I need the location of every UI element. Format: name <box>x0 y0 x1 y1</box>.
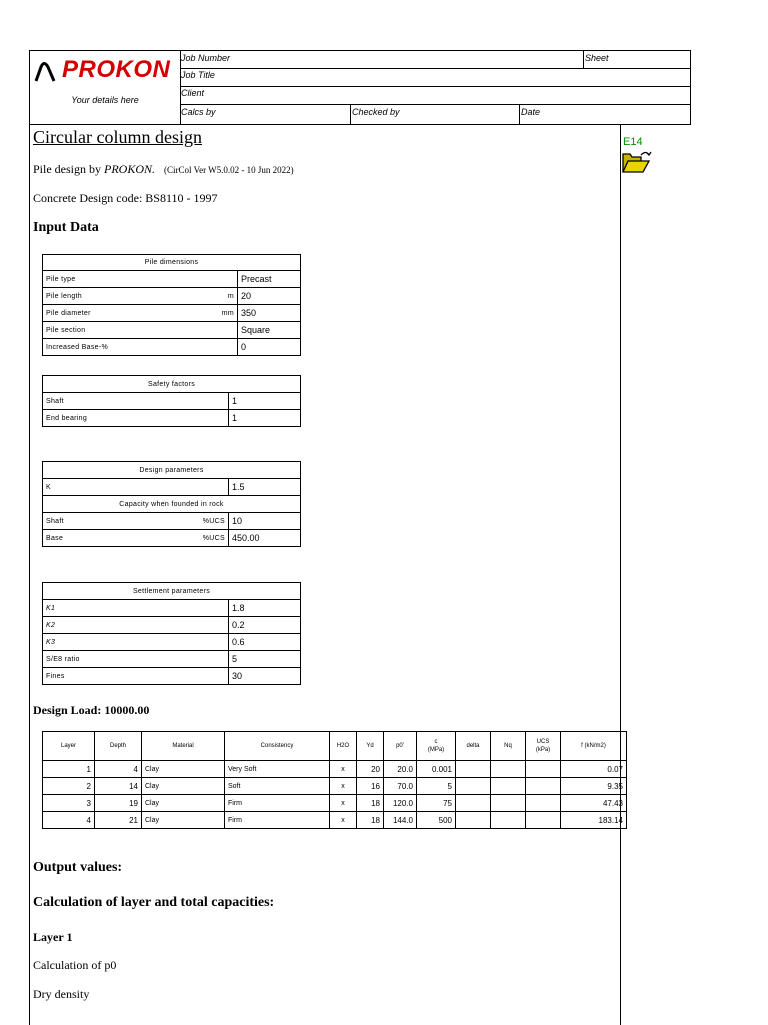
job-title-label: Job Title <box>181 70 215 80</box>
calc-p0-text: Calculation of p0 <box>33 958 117 972</box>
table-row: Pile type Precast <box>43 271 301 288</box>
pile-design-brand: PROKON. <box>104 162 155 176</box>
calcs-by-label: Calcs by <box>181 107 216 117</box>
dry-density-text: Dry density <box>33 987 90 1001</box>
section-code: E14 <box>623 136 643 148</box>
table-row: Base %UCS 450.00 <box>43 530 301 547</box>
sheet-label: Sheet <box>585 53 609 63</box>
pile-design-prefix: Pile design by <box>33 162 101 176</box>
table-row: K1 1.8 <box>43 600 301 617</box>
table-row: Pile section Square <box>43 322 301 339</box>
table-row: End bearing 1 <box>43 410 301 427</box>
table-row: Fines 30 <box>43 668 301 685</box>
date-label: Date <box>521 107 541 117</box>
open-folder-icon[interactable] <box>622 150 652 174</box>
table-row: K2 0.2 <box>43 617 301 634</box>
pile-dimensions-table <box>42 254 301 356</box>
table-row: Pile diameter mm 350 <box>43 305 301 322</box>
margin-line <box>620 125 621 1025</box>
table-header-row: Layer Depth Material Consistency H2O Yd p0' c (MPa) delta Nq UCS (kPa) f (kN/m2) <box>43 732 627 761</box>
design-code-line: Concrete Design code: BS8110 - 1997 <box>33 191 218 205</box>
table-row: Shaft 1 <box>43 393 301 410</box>
layer-1-heading: Layer 1 <box>33 930 73 944</box>
table-title: Design parameters <box>43 462 301 479</box>
design-load: Design Load: 10000.00 <box>33 703 150 717</box>
input-data-heading: Input Data <box>33 220 99 235</box>
version-text: (CirCol Ver W5.0.02 - 10 Jun 2022) <box>164 165 294 175</box>
checked-by-label: Checked by <box>352 107 400 117</box>
page-title: Circular column design <box>33 127 202 147</box>
table-row: K3 0.6 <box>43 634 301 651</box>
table-title: Settlement parameters <box>43 583 301 600</box>
left-border <box>29 125 30 1025</box>
design-parameters-table <box>42 461 301 547</box>
table-subtitle: Capacity when founded in rock <box>43 496 301 513</box>
table-row: 1 4 Clay Very Soft x 20 20.0 0.001 0.07 <box>43 761 627 778</box>
table-row: Increased Base-% 0 <box>43 339 301 356</box>
header-block <box>29 50 691 125</box>
client-label: Client <box>181 88 205 98</box>
table-row: K 1.5 <box>43 479 301 496</box>
table-row: 4 21 Clay Firm x 18 144.0 500 183.14 <box>43 812 627 829</box>
safety-factors-table <box>42 375 301 427</box>
table-row: 3 19 Clay Firm x 18 120.0 75 47.43 <box>43 795 627 812</box>
table-title: Pile dimensions <box>43 255 301 271</box>
table-title: Safety factors <box>43 376 301 393</box>
table-row: Shaft %UCS 10 <box>43 513 301 530</box>
table-row: Pile length m 20 <box>43 288 301 305</box>
settlement-parameters-table <box>42 582 301 685</box>
prokon-logo <box>34 57 179 83</box>
output-values-heading: Output values: <box>33 860 123 875</box>
pile-design-line <box>33 162 294 177</box>
job-number-label: Job Number <box>181 53 231 63</box>
logo-arc-icon <box>34 61 60 83</box>
table-row: 2 14 Clay Soft x 16 70.0 5 9.35 <box>43 778 627 795</box>
layers-table <box>42 731 627 829</box>
your-details: Your details here <box>71 95 139 105</box>
calc-heading: Calculation of layer and total capacities: <box>33 895 275 910</box>
logo-text: PROKON <box>62 56 171 83</box>
table-row: S/E8 ratio 5 <box>43 651 301 668</box>
logo-cell <box>30 51 181 124</box>
